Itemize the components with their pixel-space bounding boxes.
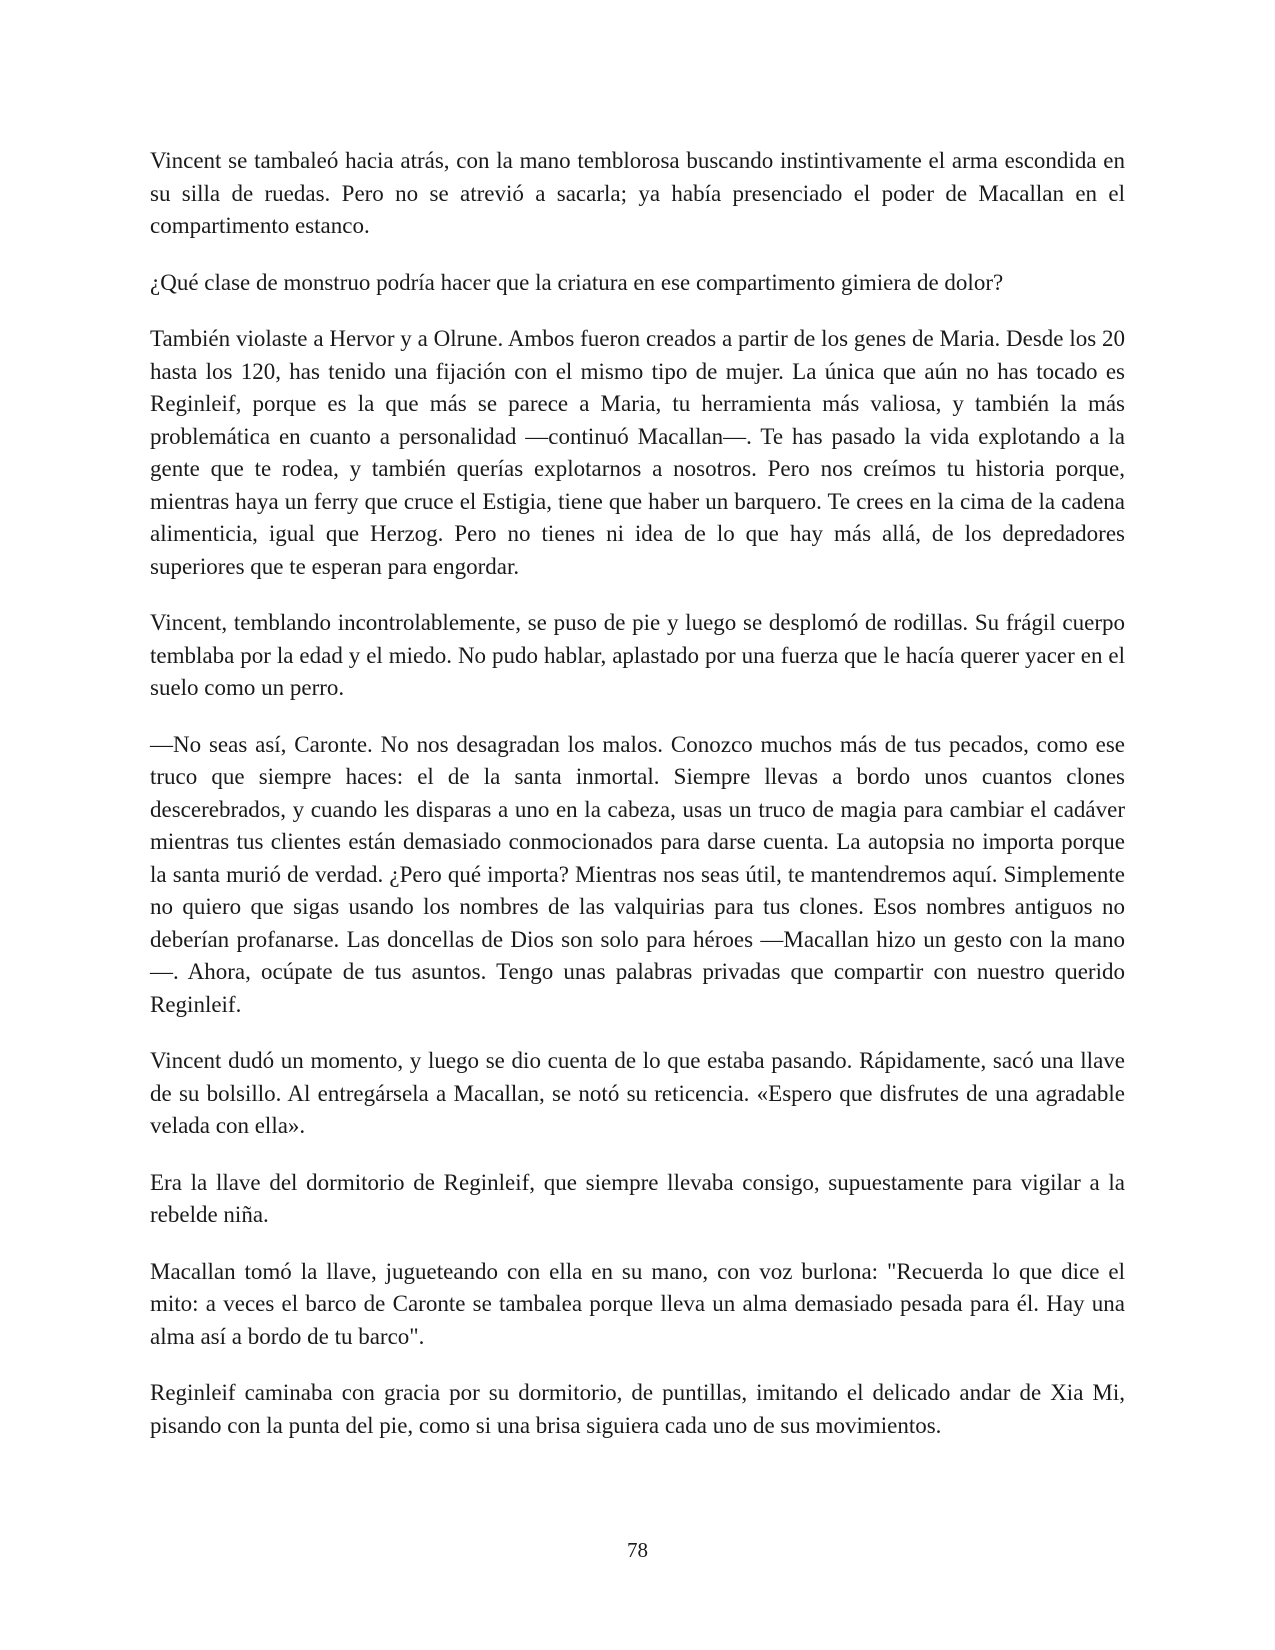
paragraph: También violaste a Hervor y a Olrune. Ambos fueron creados a partir de los genes de Maria. Desde los 20 hasta los 120, has tenido una fijación con el mismo tipo de mujer. La única que aún no has tocado es Reginleif, porque es la que más se parece a Maria, tu herramienta más valiosa, y también la más problemática en cuanto a personalidad —continuó Macallan—. Te has pasado la vida explotando a la gente que te rodea, y también querías explotarnos a nosotros. Pero nos creímos tu historia porque, mientras haya un ferry que cruce el Estigia, tiene que haber un barquero. Te crees en la cima de la cadena alimenticia, igual que Herzog. Pero no tienes ni idea de lo que hay más allá, de los depredadores superiores que te esperan para engordar. — [150, 326, 1125, 579]
paragraph: Vincent, temblando incontrolablemente, se puso de pie y luego se desplomó de rodillas. Su frágil cuerpo temblaba por la edad y el miedo. No pudo hablar, aplastado por una fuerza que le hacía querer yacer en el suelo como un perro. — [150, 610, 1125, 700]
page-body — [150, 145, 1125, 1466]
paragraph: Macallan tomó la llave, jugueteando con ella en su mano, con voz burlona: "Recuerda lo que dice el mito: a veces el barco de Caronte se tambalea porque lleva un alma demasiado pesada para él. Hay una alma así a bordo de tu barco". — [150, 1258, 1125, 1349]
paragraph: Era la llave del dormitorio de Reginleif, que siempre llevaba consigo, supuestamente para vigilar a la rebelde niña. — [150, 1169, 1125, 1227]
paragraph: Vincent dudó un momento, y luego se dio cuenta de lo que estaba pasando. Rápidamente, sacó una llave de su bolsillo. Al entregársela a Macallan, se notó su reticencia. «Espero que disfrutes de una agradable velada con ella». — [150, 1048, 1125, 1138]
paragraph: ¿Qué clase de monstruo podría hacer que la criatura en ese compartimento gimiera de dolor? — [150, 269, 1004, 295]
paragraph: Vincent se tambaleó hacia atrás, con la mano temblorosa buscando instintivamente el arma escondida en su silla de ruedas. Pero no se atrevió a sacarla; ya había presenciado el poder de Macallan en el compartimento estanco. — [150, 148, 1125, 238]
paragraph: Reginleif caminaba con gracia por su dormitorio, de puntillas, imitando el delicado andar de Xia Mi, pisando con la punta del pie, como si una brisa siguiera cada uno de sus movimientos. — [150, 1380, 1125, 1438]
paragraph: —No seas así, Caronte. No nos desagradan los malos. Conozco muchos más de tus pecados, como ese truco que siempre haces: el de la santa inmortal. Siempre llevas a bordo unos cuantos clones descerebrados, y cuando les disparas a uno en la cabeza, usas un truco de magia para cambiar el cadáver mientras tus clientes están demasiado conmocionados para darse cuenta. La autopsia no importa porque la santa murió de verdad. ¿Pero qué importa? Mientras nos seas útil, te mantendremos aquí. Simplemente no quiero que sigas usando los nombres de las valquirias para tus clones. Esos nombres antiguos no deberían profanarse. Las doncellas de Dios son solo para héroes —Macallan hizo un gesto con la mano—. Ahora, ocúpate de tus asuntos. Tengo unas palabras privadas que compartir con nuestro querido Reginleif. — [150, 731, 1125, 1017]
page-number: 78 — [627, 1538, 648, 1562]
